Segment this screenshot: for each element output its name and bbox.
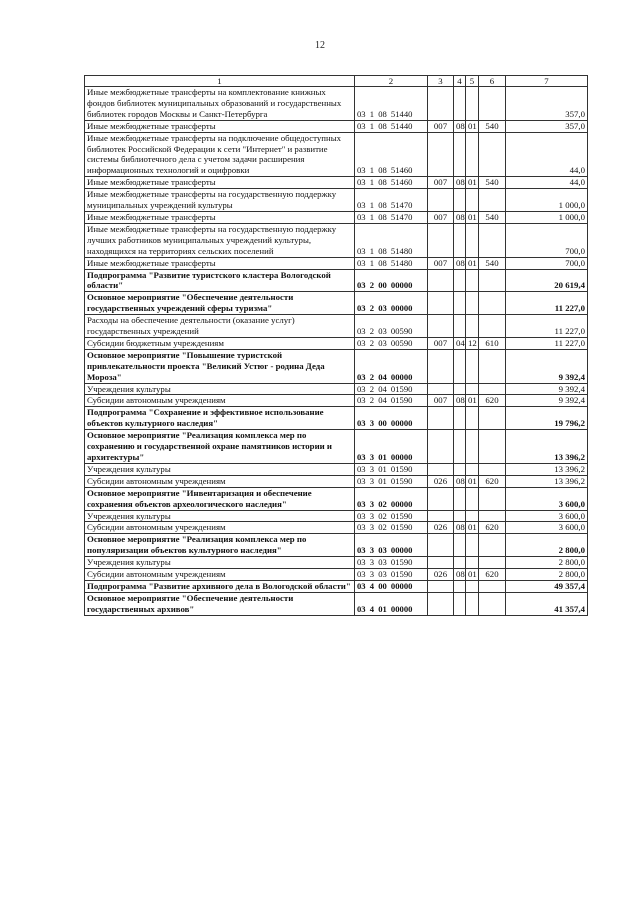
row-expense-type-cell [479, 269, 506, 292]
table-row [85, 463, 588, 475]
row-name-cell: Основное мероприятие "Реализация комплекса мер по сохранению и государственной охране памятников истории и архитектуры" [85, 430, 355, 464]
table-row [85, 189, 588, 212]
table-row [85, 337, 588, 349]
row-code-cell: 03 3 03 01590 [355, 569, 428, 581]
row-expense-type-cell [479, 557, 506, 569]
row-sum-cell: 11 227,0 [506, 292, 588, 315]
table-row [85, 132, 588, 177]
row-section-cell: 08 [454, 475, 466, 487]
row-sum-cell: 1 000,0 [506, 189, 588, 212]
table-row [85, 395, 588, 407]
row-section-cell: 08 [454, 257, 466, 269]
row-code-cell: 03 1 08 51470 [355, 189, 428, 212]
table-row [85, 257, 588, 269]
row-subsection-cell [466, 292, 479, 315]
row-code-cell: 03 2 04 01590 [355, 395, 428, 407]
row-code-cell: 03 1 08 51460 [355, 177, 428, 189]
row-name-cell: Иные межбюджетные трансферты [85, 211, 355, 223]
row-subsection-cell: 01 [466, 257, 479, 269]
row-code-cell: 03 2 03 00000 [355, 292, 428, 315]
row-subsection-cell: 01 [466, 522, 479, 534]
header-col-4: 4 [454, 76, 466, 87]
row-section-cell [454, 557, 466, 569]
row-subsection-cell [466, 430, 479, 464]
row-sum-cell: 2 800,0 [506, 534, 588, 557]
row-ministry-cell [428, 132, 454, 177]
row-name-cell: Подпрограмма "Сохранение и эффективное использование объектов культурного наследия" [85, 407, 355, 430]
row-subsection-cell: 01 [466, 569, 479, 581]
row-code-cell: 03 4 01 00000 [355, 592, 428, 615]
table-row [85, 315, 588, 338]
row-ministry-cell [428, 223, 454, 257]
table-row [85, 592, 588, 615]
row-ministry-cell: 007 [428, 257, 454, 269]
row-sum-cell: 13 396,2 [506, 430, 588, 464]
header-col-7: 7 [506, 76, 588, 87]
header-row [85, 76, 588, 87]
row-section-cell [454, 430, 466, 464]
row-ministry-cell [428, 534, 454, 557]
row-sum-cell: 9 392,4 [506, 395, 588, 407]
row-sum-cell: 357,0 [506, 120, 588, 132]
row-expense-type-cell [479, 315, 506, 338]
row-subsection-cell: 01 [466, 177, 479, 189]
row-sum-cell: 357,0 [506, 87, 588, 121]
row-section-cell [454, 189, 466, 212]
row-code-cell: 03 2 00 00000 [355, 269, 428, 292]
row-sum-cell: 2 800,0 [506, 569, 588, 581]
table-row [85, 569, 588, 581]
row-ministry-cell [428, 510, 454, 522]
row-name-cell: Субсидии автономным учреждениям [85, 475, 355, 487]
row-section-cell: 08 [454, 395, 466, 407]
row-sum-cell: 11 227,0 [506, 315, 588, 338]
row-name-cell: Основное мероприятие "Обеспечение деятельности государственных учреждений сферы туризма" [85, 292, 355, 315]
row-code-cell: 03 3 01 01590 [355, 463, 428, 475]
row-expense-type-cell: 610 [479, 337, 506, 349]
row-expense-type-cell: 540 [479, 257, 506, 269]
row-name-cell: Иные межбюджетные трансферты [85, 120, 355, 132]
table-row [85, 407, 588, 430]
row-name-cell: Основное мероприятие "Инвентаризация и обеспечение сохранения объектов археологического наследия" [85, 487, 355, 510]
table-row [85, 557, 588, 569]
table-row [85, 430, 588, 464]
row-subsection-cell: 01 [466, 211, 479, 223]
row-section-cell [454, 487, 466, 510]
row-name-cell: Иные межбюджетные трансферты [85, 257, 355, 269]
row-subsection-cell [466, 580, 479, 592]
table-row [85, 269, 588, 292]
row-code-cell: 03 1 08 51470 [355, 211, 428, 223]
row-subsection-cell [466, 557, 479, 569]
row-subsection-cell [466, 463, 479, 475]
row-name-cell: Иные межбюджетные трансферты [85, 177, 355, 189]
row-code-cell: 03 3 01 01590 [355, 475, 428, 487]
row-sum-cell: 1 000,0 [506, 211, 588, 223]
row-ministry-cell [428, 87, 454, 121]
row-section-cell: 08 [454, 120, 466, 132]
row-section-cell [454, 463, 466, 475]
row-subsection-cell [466, 407, 479, 430]
row-subsection-cell [466, 223, 479, 257]
row-code-cell: 03 3 02 00000 [355, 487, 428, 510]
table-row [85, 475, 588, 487]
row-code-cell: 03 3 02 01590 [355, 522, 428, 534]
row-name-cell: Субсидии бюджетным учреждениям [85, 337, 355, 349]
row-subsection-cell [466, 87, 479, 121]
budget-table-body [85, 76, 588, 616]
row-ministry-cell [428, 189, 454, 212]
row-sum-cell: 11 227,0 [506, 337, 588, 349]
row-expense-type-cell [479, 592, 506, 615]
row-name-cell: Основное мероприятие "Обеспечение деятельности государственных архивов" [85, 592, 355, 615]
row-sum-cell: 3 600,0 [506, 510, 588, 522]
row-sum-cell: 20 619,4 [506, 269, 588, 292]
row-subsection-cell [466, 132, 479, 177]
row-code-cell: 03 4 00 00000 [355, 580, 428, 592]
row-name-cell: Субсидии автономным учреждениям [85, 395, 355, 407]
row-ministry-cell [428, 349, 454, 383]
row-expense-type-cell [479, 292, 506, 315]
row-ministry-cell [428, 292, 454, 315]
row-sum-cell: 9 392,4 [506, 383, 588, 395]
row-subsection-cell [466, 315, 479, 338]
row-sum-cell: 19 796,2 [506, 407, 588, 430]
row-subsection-cell [466, 592, 479, 615]
header-col-5: 5 [466, 76, 479, 87]
row-name-cell: Субсидии автономным учреждениям [85, 522, 355, 534]
row-name-cell: Расходы на обеспечение деятельности (оказание услуг) государственных учреждений [85, 315, 355, 338]
row-ministry-cell [428, 430, 454, 464]
table-row [85, 177, 588, 189]
row-section-cell [454, 132, 466, 177]
row-subsection-cell [466, 349, 479, 383]
row-sum-cell: 44,0 [506, 177, 588, 189]
row-sum-cell: 13 396,2 [506, 475, 588, 487]
row-ministry-cell: 007 [428, 177, 454, 189]
row-code-cell: 03 2 04 01590 [355, 383, 428, 395]
row-section-cell [454, 223, 466, 257]
row-expense-type-cell [479, 463, 506, 475]
row-name-cell: Иные межбюджетные трансферты на государственную поддержку лучших работников муниципальных учреждений культуры, находящихся на территориях сельских поселений [85, 223, 355, 257]
row-sum-cell: 49 357,4 [506, 580, 588, 592]
row-expense-type-cell [479, 510, 506, 522]
row-section-cell [454, 349, 466, 383]
row-name-cell: Субсидии автономным учреждениям [85, 569, 355, 581]
row-expense-type-cell [479, 580, 506, 592]
row-ministry-cell: 026 [428, 569, 454, 581]
row-expense-type-cell: 620 [479, 569, 506, 581]
row-subsection-cell [466, 487, 479, 510]
row-name-cell: Иные межбюджетные трансферты на комплектование книжных фондов библиотек муниципальных образований и государственных библиотек городов Москвы и Санкт-Петербурга [85, 87, 355, 121]
row-expense-type-cell [479, 132, 506, 177]
table-row [85, 349, 588, 383]
row-ministry-cell: 007 [428, 395, 454, 407]
row-code-cell: 03 2 03 00590 [355, 337, 428, 349]
row-expense-type-cell [479, 383, 506, 395]
row-code-cell: 03 3 03 01590 [355, 557, 428, 569]
row-name-cell: Учреждения культуры [85, 557, 355, 569]
row-subsection-cell [466, 510, 479, 522]
row-expense-type-cell [479, 407, 506, 430]
row-name-cell: Иные межбюджетные трансферты на подключение общедоступных библиотек Российской Федерации к сети "Интернет" и развитие системы библиотечного дела с учетом задачи расширения информационных технологий и оцифровки [85, 132, 355, 177]
row-code-cell: 03 1 08 51480 [355, 223, 428, 257]
row-section-cell [454, 269, 466, 292]
row-subsection-cell: 01 [466, 120, 479, 132]
row-section-cell: 08 [454, 177, 466, 189]
table-row [85, 522, 588, 534]
table-row [85, 223, 588, 257]
row-code-cell: 03 1 08 51460 [355, 132, 428, 177]
row-ministry-cell: 026 [428, 522, 454, 534]
header-col-3: 3 [428, 76, 454, 87]
row-ministry-cell: 007 [428, 120, 454, 132]
row-ministry-cell [428, 487, 454, 510]
row-subsection-cell [466, 534, 479, 557]
table-row [85, 87, 588, 121]
table-row [85, 292, 588, 315]
row-subsection-cell: 01 [466, 475, 479, 487]
row-section-cell: 08 [454, 522, 466, 534]
row-subsection-cell: 12 [466, 337, 479, 349]
row-sum-cell: 13 396,2 [506, 463, 588, 475]
row-name-cell: Основное мероприятие "Повышение туристской привлекательности проекта "Великий Устюг - родина Деда Мороза" [85, 349, 355, 383]
row-code-cell: 03 3 02 01590 [355, 510, 428, 522]
row-section-cell [454, 315, 466, 338]
row-section-cell [454, 534, 466, 557]
row-expense-type-cell: 540 [479, 120, 506, 132]
table-row [85, 510, 588, 522]
row-expense-type-cell: 540 [479, 211, 506, 223]
row-section-cell [454, 592, 466, 615]
row-section-cell: 08 [454, 569, 466, 581]
row-ministry-cell [428, 407, 454, 430]
row-expense-type-cell: 620 [479, 522, 506, 534]
row-ministry-cell [428, 383, 454, 395]
row-expense-type-cell: 620 [479, 395, 506, 407]
row-section-cell [454, 510, 466, 522]
row-expense-type-cell [479, 223, 506, 257]
row-name-cell: Основное мероприятие "Реализация комплекса мер по популяризации объектов культурного наследия" [85, 534, 355, 557]
header-col-1: 1 [85, 76, 355, 87]
table-row [85, 487, 588, 510]
row-ministry-cell [428, 269, 454, 292]
row-ministry-cell: 026 [428, 475, 454, 487]
row-section-cell [454, 580, 466, 592]
header-col-2: 2 [355, 76, 428, 87]
row-sum-cell: 2 800,0 [506, 557, 588, 569]
row-code-cell: 03 3 00 00000 [355, 407, 428, 430]
row-expense-type-cell: 540 [479, 177, 506, 189]
row-ministry-cell [428, 592, 454, 615]
row-sum-cell: 700,0 [506, 257, 588, 269]
row-sum-cell: 3 600,0 [506, 522, 588, 534]
row-ministry-cell [428, 463, 454, 475]
row-ministry-cell: 007 [428, 337, 454, 349]
row-name-cell: Подпрограмма "Развитие туристского кластера Вологодской области" [85, 269, 355, 292]
table-row [85, 534, 588, 557]
row-name-cell: Подпрограмма "Развитие архивного дела в Вологодской области" [85, 580, 355, 592]
row-expense-type-cell [479, 87, 506, 121]
row-ministry-cell [428, 315, 454, 338]
row-sum-cell: 41 357,4 [506, 592, 588, 615]
page-number: 12 [315, 40, 325, 51]
row-code-cell: 03 1 08 51480 [355, 257, 428, 269]
row-sum-cell: 9 392,4 [506, 349, 588, 383]
row-code-cell: 03 1 08 51440 [355, 120, 428, 132]
row-expense-type-cell: 620 [479, 475, 506, 487]
row-subsection-cell [466, 189, 479, 212]
row-section-cell [454, 383, 466, 395]
row-subsection-cell [466, 383, 479, 395]
row-section-cell: 08 [454, 211, 466, 223]
row-code-cell: 03 1 08 51440 [355, 87, 428, 121]
row-code-cell: 03 3 01 00000 [355, 430, 428, 464]
row-code-cell: 03 2 04 00000 [355, 349, 428, 383]
row-section-cell: 04 [454, 337, 466, 349]
row-expense-type-cell [479, 430, 506, 464]
row-sum-cell: 44,0 [506, 132, 588, 177]
table-row [85, 120, 588, 132]
row-name-cell: Иные межбюджетные трансферты на государственную поддержку муниципальных учреждений культуры [85, 189, 355, 212]
row-name-cell: Учреждения культуры [85, 383, 355, 395]
table-row [85, 580, 588, 592]
row-ministry-cell [428, 580, 454, 592]
row-section-cell [454, 87, 466, 121]
row-code-cell: 03 3 03 00000 [355, 534, 428, 557]
row-code-cell: 03 2 03 00590 [355, 315, 428, 338]
row-subsection-cell: 01 [466, 395, 479, 407]
header-col-6: 6 [479, 76, 506, 87]
row-section-cell [454, 407, 466, 430]
row-ministry-cell: 007 [428, 211, 454, 223]
row-ministry-cell [428, 557, 454, 569]
row-expense-type-cell [479, 534, 506, 557]
budget-table [84, 75, 588, 616]
row-expense-type-cell [479, 487, 506, 510]
row-expense-type-cell [479, 349, 506, 383]
table-row [85, 211, 588, 223]
row-name-cell: Учреждения культуры [85, 463, 355, 475]
row-section-cell [454, 292, 466, 315]
row-sum-cell: 3 600,0 [506, 487, 588, 510]
row-sum-cell: 700,0 [506, 223, 588, 257]
row-expense-type-cell [479, 189, 506, 212]
table-row [85, 383, 588, 395]
row-name-cell: Учреждения культуры [85, 510, 355, 522]
row-subsection-cell [466, 269, 479, 292]
